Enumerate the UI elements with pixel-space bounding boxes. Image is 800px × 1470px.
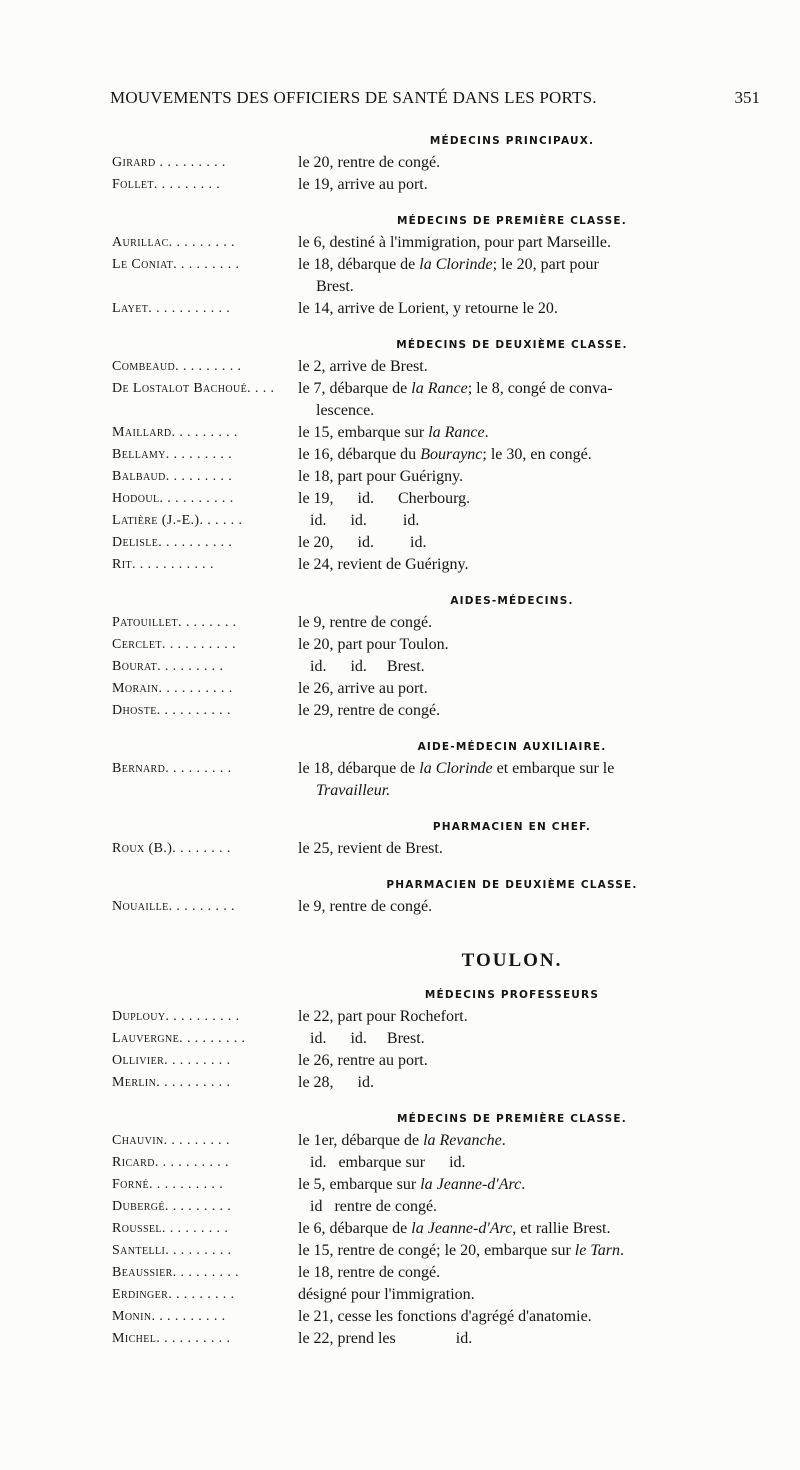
entry-row <box>112 678 760 700</box>
officer-name: Ricard. . . . . . . . . . <box>112 1155 229 1170</box>
movement-text <box>298 678 760 700</box>
movement-text <box>298 1028 760 1050</box>
officer-name: Latière (J.-E.). . . . . . <box>112 513 243 528</box>
ship-name: la Clorinde <box>419 256 493 273</box>
officer-name: Hodoul. . . . . . . . . . <box>112 491 234 506</box>
officer-name: Forné. . . . . . . . . . <box>112 1177 224 1192</box>
officer-name: Follet. . . . . . . . . <box>112 177 221 192</box>
entry-row <box>112 758 760 802</box>
text-segment: le 25, revient de Brest. <box>298 840 443 857</box>
entry-row <box>112 1174 760 1196</box>
text-segment: le 18, débarque de <box>298 256 420 273</box>
running-title: MOUVEMENTS DES OFFICIERS DE SANTÉ DANS LES PORTS. <box>110 88 597 107</box>
section-heading: MÉDECINS DE PREMIÈRE CLASSE. <box>396 215 627 227</box>
text-segment: le 18, part pour Guérigny. <box>298 468 464 485</box>
ship-name: la Jeanne-d'Arc <box>420 1176 522 1193</box>
text-segment: le 16, débarque du <box>298 446 421 463</box>
movement-text <box>298 378 760 422</box>
officer-name: Aurillac. . . . . . . . . <box>112 235 235 250</box>
officer-name: Beaussier. . . . . . . . . <box>112 1265 240 1280</box>
entry-row <box>112 1196 760 1218</box>
movement-text <box>298 758 760 802</box>
movement-text <box>298 488 760 510</box>
section-gap <box>112 918 760 932</box>
section-gap <box>112 802 760 816</box>
officer-name: Layet. . . . . . . . . . . <box>112 301 231 316</box>
city-heading: TOULON. <box>461 950 563 971</box>
movement-text <box>298 510 760 532</box>
movement-text <box>298 896 760 918</box>
entry-row <box>112 612 760 634</box>
movement-text <box>298 554 760 576</box>
entry-row <box>112 1306 760 1328</box>
movement-text <box>298 1262 760 1284</box>
officer-name: Roux (B.). . . . . . . . <box>112 841 231 856</box>
text-segment: le 19, id. Cherbourg. <box>298 490 471 507</box>
officer-name: Michel. . . . . . . . . . <box>112 1331 231 1346</box>
entry-row <box>112 554 760 576</box>
movement-text <box>298 634 760 656</box>
movement-text <box>298 1072 760 1094</box>
text-segment: ; le 20, part pour <box>492 256 599 273</box>
text-segment: . <box>501 1132 506 1149</box>
text-segment: le 20, part pour Toulon. <box>298 636 449 653</box>
text-segment: le 5, embarque sur <box>298 1176 421 1193</box>
text-segment: le 6, destiné à l'immigration, pour part Marseille. <box>298 234 612 251</box>
entry-row <box>112 532 760 554</box>
text-segment: le 6, débarque de <box>298 1220 412 1237</box>
entry-row <box>112 152 760 174</box>
movement-text <box>298 656 760 678</box>
text-segment: . <box>521 1176 526 1193</box>
section-gap <box>112 320 760 334</box>
text-segment: le 29, rentre de congé. <box>298 702 441 719</box>
movement-text <box>298 1240 760 1262</box>
movement-text <box>298 1050 760 1072</box>
entry-row <box>112 254 760 298</box>
officer-name: Nouaille. . . . . . . . . <box>112 899 235 914</box>
section-gap <box>112 196 760 210</box>
officer-name: Duplouy. . . . . . . . . . <box>112 1009 240 1024</box>
entry-row <box>112 1130 760 1152</box>
entry-row <box>112 1262 760 1284</box>
text-segment: le 20, id. id. <box>298 534 427 551</box>
ship-name: le Tarn <box>574 1242 620 1259</box>
entry-row <box>112 1050 760 1072</box>
movement-text <box>298 152 760 174</box>
officer-name: Delisle. . . . . . . . . . <box>112 535 233 550</box>
text-segment: le 18, débarque de <box>298 760 420 777</box>
entry-row <box>112 444 760 466</box>
officer-name: Bourat. . . . . . . . . <box>112 659 224 674</box>
movement-text <box>298 422 760 444</box>
ship-name: Bouraync <box>420 446 483 463</box>
continuation-line <box>298 780 760 802</box>
movement-text <box>298 174 760 196</box>
movement-text <box>298 1174 760 1196</box>
text-segment: ; le 8, congé de conva- <box>467 380 613 397</box>
officer-name: Le Coniat. . . . . . . . . <box>112 257 240 272</box>
officer-name: Monin. . . . . . . . . . <box>112 1309 226 1324</box>
text-segment: le 22, prend les id. <box>298 1330 473 1347</box>
movement-text <box>298 356 760 378</box>
officer-name: Bellamy. . . . . . . . . <box>112 447 233 462</box>
entry-row <box>112 1072 760 1094</box>
movement-text <box>298 1328 760 1350</box>
movement-text <box>298 1306 760 1328</box>
ship-name: la Rance <box>411 380 468 397</box>
text-segment: id. id. Brest. <box>298 658 425 675</box>
officer-name: Santelli. . . . . . . . . <box>112 1243 232 1258</box>
ship-name: la Rance <box>428 424 485 441</box>
officer-name: Lauvergne. . . . . . . . . <box>112 1031 246 1046</box>
entry-row <box>112 1284 760 1306</box>
text-segment: le 7, débarque de <box>298 380 412 397</box>
officer-name: Dubergé. . . . . . . . . <box>112 1199 232 1214</box>
officer-name: Roussel. . . . . . . . . <box>112 1221 229 1236</box>
section-gap <box>112 1094 760 1108</box>
ship-name: la Clorinde <box>419 760 493 777</box>
text-segment: et embarque sur le <box>492 760 615 777</box>
text-segment: le 21, cesse les fonctions d'agrégé d'anatomie. <box>298 1308 592 1325</box>
text-segment: . <box>484 424 489 441</box>
entry-row <box>112 1240 760 1262</box>
ship-name: la Jeanne-d'Arc <box>411 1220 513 1237</box>
officer-name: Ollivier. . . . . . . . . <box>112 1053 231 1068</box>
text-segment: le 1er, débarque de <box>298 1132 424 1149</box>
entry-row <box>112 1218 760 1240</box>
section-heading: PHARMACIEN DE DEUXIÈME CLASSE. <box>386 879 638 891</box>
officer-name: Morain. . . . . . . . . . <box>112 681 233 696</box>
entry-row <box>112 174 760 196</box>
entry-row <box>112 356 760 378</box>
entry-row <box>112 378 760 422</box>
movement-text <box>298 1152 760 1174</box>
movement-text <box>298 700 760 722</box>
text-segment: ; le 30, en congé. <box>482 446 592 463</box>
entry-row <box>112 700 760 722</box>
text-segment: . <box>619 1242 624 1259</box>
text-segment: , et rallie Brest. <box>512 1220 611 1237</box>
entry-row <box>112 1028 760 1050</box>
text-segment: le 9, rentre de congé. <box>298 898 433 915</box>
movement-text <box>298 838 760 860</box>
officer-name: Bernard. . . . . . . . . <box>112 761 232 776</box>
continuation-line: Brest. <box>316 278 354 295</box>
text-segment: le 26, rentre au port. <box>298 1052 428 1069</box>
officer-name: De Lostalot Bachoué. . . . <box>112 381 275 396</box>
section-heading: AIDES-MÉDECINS. <box>450 595 574 607</box>
entry-row <box>112 634 760 656</box>
movements-list <box>112 130 760 1350</box>
movement-text <box>298 1130 760 1152</box>
entry-row <box>112 656 760 678</box>
movement-text <box>298 1284 760 1306</box>
movement-text <box>298 1196 760 1218</box>
text-segment: id. id. id. <box>298 512 420 529</box>
text-segment: le 24, revient de Guérigny. <box>298 556 469 573</box>
section-heading: MÉDECINS PRINCIPAUX. <box>429 135 595 147</box>
officer-name: Balbaud. . . . . . . . . <box>112 469 233 484</box>
text-segment: id rentre de congé. <box>298 1198 438 1215</box>
running-header <box>110 88 760 114</box>
section-heading: MÉDECINS DE DEUXIÈME CLASSE. <box>396 339 628 351</box>
text-segment: id. id. Brest. <box>298 1030 425 1047</box>
entry-row <box>112 1006 760 1028</box>
movement-text <box>298 532 760 554</box>
ship-name: Travailleur. <box>316 782 391 799</box>
section-heading: MÉDECINS DE PREMIÈRE CLASSE. <box>396 1113 627 1125</box>
movement-text <box>298 612 760 634</box>
officer-name: Rit. . . . . . . . . . . <box>112 557 214 572</box>
text-segment: le 22, part pour Rochefort. <box>298 1008 468 1025</box>
officer-name: Dhoste. . . . . . . . . . <box>112 703 231 718</box>
movement-text <box>298 298 760 320</box>
text-segment: le 28, id. <box>298 1074 374 1091</box>
entry-row <box>112 896 760 918</box>
entry-row <box>112 510 760 532</box>
entry-row <box>112 1152 760 1174</box>
text-segment: le 20, rentre de congé. <box>298 154 441 171</box>
entry-row <box>112 422 760 444</box>
text-segment: le 15, embarque sur <box>298 424 429 441</box>
officer-name: Chauvin. . . . . . . . . <box>112 1133 230 1148</box>
text-segment: le 15, rentre de congé; le 20, embarque sur <box>298 1242 575 1259</box>
officer-name: Girard . . . . . . . . . <box>112 155 226 170</box>
officer-name: Merlin. . . . . . . . . . <box>112 1075 231 1090</box>
officer-name: Combeaud. . . . . . . . . <box>112 359 242 374</box>
entry-row <box>112 838 760 860</box>
page-number: 351 <box>734 88 760 107</box>
section-heading: MÉDECINS PROFESSEURS <box>424 989 600 1001</box>
movement-text <box>298 444 760 466</box>
ship-name: la Revanche <box>423 1132 502 1149</box>
section-gap <box>112 860 760 874</box>
movement-text <box>298 466 760 488</box>
officer-name: Maillard. . . . . . . . . <box>112 425 238 440</box>
text-segment: le 26, arrive au port. <box>298 680 428 697</box>
entry-row <box>112 466 760 488</box>
officer-name: Cerclet. . . . . . . . . . <box>112 637 237 652</box>
section-heading: PHARMACIEN EN CHEF. <box>432 821 592 833</box>
text-segment: désigné pour l'immigration. <box>298 1286 475 1303</box>
movement-text <box>298 232 760 254</box>
movement-text <box>298 1218 760 1240</box>
officer-name: Patouillet. . . . . . . . <box>112 615 237 630</box>
section-heading: AIDE-MÉDECIN AUXILIAIRE. <box>417 741 607 753</box>
text-segment: le 19, arrive au port. <box>298 176 428 193</box>
entry-row <box>112 488 760 510</box>
entry-row <box>112 232 760 254</box>
entry-row <box>112 298 760 320</box>
text-segment: le 14, arrive de Lorient, y retourne le 20. <box>298 300 558 317</box>
continuation-line: lescence. <box>316 402 375 419</box>
text-segment: id. embarque sur id. <box>298 1154 466 1171</box>
text-segment: le 2, arrive de Brest. <box>298 358 428 375</box>
officer-name: Erdinger. . . . . . . . . <box>112 1287 235 1302</box>
text-segment: le 9, rentre de congé. <box>298 614 433 631</box>
movement-text <box>298 254 760 298</box>
entry-row <box>112 1328 760 1350</box>
section-gap <box>112 576 760 590</box>
text-segment: le 18, rentre de congé. <box>298 1264 441 1281</box>
section-gap <box>112 722 760 736</box>
movement-text <box>298 1006 760 1028</box>
